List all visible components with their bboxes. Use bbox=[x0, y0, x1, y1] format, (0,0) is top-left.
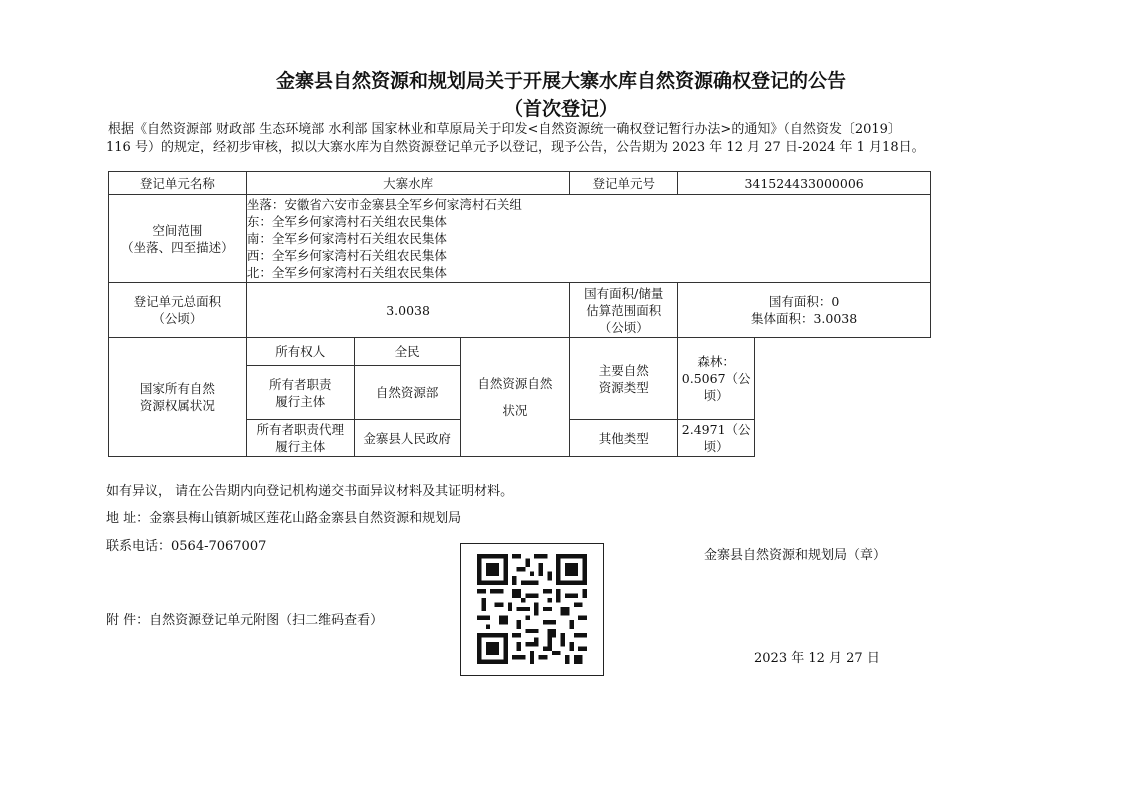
owner-value: 全民 bbox=[354, 338, 460, 366]
document-title: 金寨县自然资源和规划局关于开展大寨水库自然资源确权登记的公告 bbox=[275, 70, 846, 92]
duty-value: 自然资源部 bbox=[354, 366, 460, 420]
space-line-north: 北：全军乡何家湾村石关组农民集体 bbox=[246, 265, 447, 280]
space-description bbox=[246, 195, 930, 283]
agent-value: 金寨县人民政府 bbox=[354, 420, 460, 457]
intro-line-1: 根据《自然资源部 财政部 生态环境部 水利部 国家林业和草原局关于印发<自然资源统一确权登记暂行办法>的通知》（自然资发〔2019〕 bbox=[108, 122, 901, 137]
space-line-east: 东：全军乡何家湾村石关组农民集体 bbox=[246, 214, 447, 229]
state-area-value: 国有面积：0 集体面积：3.0038 bbox=[678, 283, 931, 338]
qr-code[interactable] bbox=[460, 543, 604, 676]
issuer-seal-line: 金寨县自然资源和规划局（章） bbox=[704, 548, 887, 563]
owner-label: 所有权人 bbox=[246, 338, 354, 366]
issue-date: 2023 年 12 月 27 日 bbox=[754, 651, 880, 666]
total-area-value: 3.0038 bbox=[246, 283, 570, 338]
space-label: 空间范围 （坐落、四至描述） bbox=[109, 195, 247, 283]
unit-name-label: 登记单元名称 bbox=[109, 172, 247, 195]
duty-label: 所有者职责 履行主体 bbox=[246, 366, 354, 420]
other-type-value: 2.4971（公顷） bbox=[678, 420, 755, 457]
unit-name-value: 大寨水库 bbox=[246, 172, 570, 195]
phone-line: 联系电话：0564-7067007 bbox=[106, 539, 267, 554]
state-area-label: 国有面积/储量 估算范围面积 （公顷） bbox=[570, 283, 678, 338]
intro-line-2: 116 号）的规定，经初步审核，拟以大寨水库为自然资源登记单元予以登记，现予公告，公告期为 2023 年 12 月 27 日-2024 年 1 月18日。 bbox=[106, 140, 925, 155]
space-line-location: 坐落：安徽省六安市金寨县全军乡何家湾村石关组 bbox=[246, 197, 522, 212]
attachment-line: 附 件：自然资源登记单元附图（扫二维码查看） bbox=[106, 613, 384, 628]
address-line: 地 址：金寨县梅山镇新城区莲花山路金寨县自然资源和规划局 bbox=[106, 511, 462, 526]
objection-note: 如有异议， 请在公告期内向登记机构递交书面异议材料及其证明材料。 bbox=[106, 484, 514, 499]
agent-label: 所有者职责代理 履行主体 bbox=[246, 420, 354, 457]
status-label: 自然资源自然 状况 bbox=[460, 338, 570, 457]
total-area-label: 登记单元总面积 （公顷） bbox=[109, 283, 247, 338]
space-line-west: 西：全军乡何家湾村石关组农民集体 bbox=[246, 248, 447, 263]
registration-table bbox=[108, 171, 931, 457]
unit-no-value: 341524433000006 bbox=[678, 172, 931, 195]
ownership-label: 国家所有自然 资源权属状况 bbox=[109, 338, 247, 457]
main-type-value: 森林：0.5067（公顷） bbox=[678, 338, 755, 420]
qr-code-icon bbox=[476, 554, 588, 664]
main-type-label-cell: 主要自然 资源类型 bbox=[570, 338, 678, 420]
unit-no-label: 登记单元号 bbox=[570, 172, 678, 195]
space-line-south: 南：全军乡何家湾村石关组农民集体 bbox=[246, 231, 447, 246]
document-subtitle: （首次登记） bbox=[503, 98, 618, 120]
other-type-label: 其他类型 bbox=[570, 420, 678, 457]
